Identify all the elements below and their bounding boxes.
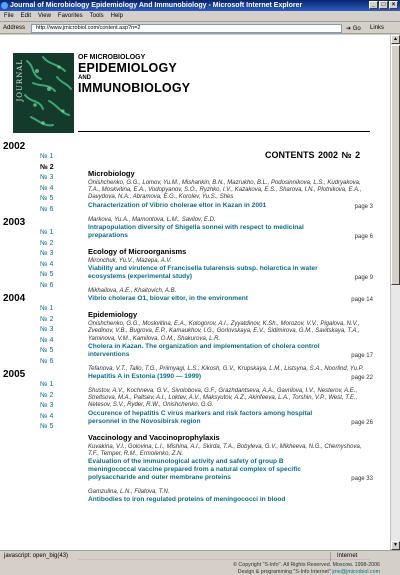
article-entry	[88, 288, 373, 303]
article-page-number: page 17	[351, 352, 373, 359]
menu-view[interactable]: View	[38, 13, 51, 19]
header-divider	[78, 131, 370, 132]
journal-brand	[78, 53, 190, 94]
address-bar	[0, 22, 400, 34]
brand-line-and: AND	[78, 75, 91, 81]
article-authors: Onishchenko, G.G., Moskvitina, E.A., Kologorov, A.I., Zyyatdinov, K.Sh., Morozov, V.V., Pigalova, N.V., Zvedinov, V.B., Bugrova, E.P., Kamaukhov, I.G., Gorlovskaya, E.V., Sidimirova, G.M., Savitskaya, T.A., Yaminova, V.M., Kamilova, O.M., Shakurova, L.R.	[88, 321, 360, 342]
article-entry	[88, 321, 373, 359]
vertical-scrollbar[interactable]	[390, 35, 400, 550]
menu-edit[interactable]: Edit	[20, 13, 32, 19]
article-authors: Shustov, A.V., Kochneva, G.V., Sivolobova, G.F., Grazhdantseva, A.A., Gavrilova, I.V., Nesterov, A.E., Streltsova, M.A., Paltsev, A.I., Loktev, A.V., Maksyutov, A.Z., Akinfeeva, L.A., Torshin, V.P., West, T.E., Netesov, S.V., Ryder, R.W., Onishchenko, G.G.	[88, 388, 358, 409]
issue-link[interactable]: № 1	[40, 305, 54, 312]
issue-link: № 2	[40, 163, 54, 171]
window-title: Journal of Microbiology Epidemiology And Immunobiology - Microsoft Internet Explorer	[10, 2, 303, 9]
article-entry	[88, 388, 373, 426]
issue-link[interactable]: № 4	[40, 336, 54, 344]
article-page-number: page 26	[351, 419, 373, 426]
issue-link[interactable]: № 3	[40, 326, 54, 333]
issue-link[interactable]: № 4	[40, 184, 54, 192]
status-bar	[0, 550, 400, 561]
issue-link[interactable]: № 5	[40, 195, 54, 202]
year-heading: 2005	[3, 369, 26, 380]
issue-link[interactable]: № 1	[40, 153, 54, 160]
menu-favorites[interactable]: Favorites	[57, 13, 83, 19]
article-page-number: page 33	[351, 476, 373, 483]
issue-link[interactable]: № 6	[40, 205, 54, 213]
section-heading: Epidemiology	[88, 310, 138, 320]
ie-logo-icon	[1, 2, 8, 9]
address-label: Address	[3, 25, 26, 31]
article-entry	[88, 217, 373, 240]
article-entry	[88, 366, 373, 381]
article-title-link[interactable]: Evaluation of the immunological activity and safety of group B meningococcal vaccine prepared from a natural complex of specific polysaccharide and outer membrane proteins	[88, 458, 301, 482]
close-button[interactable]: ×	[389, 1, 398, 9]
issue-link[interactable]: № 1	[40, 381, 54, 388]
maximize-button[interactable]: □	[379, 1, 388, 9]
brand-line-immunobiology: IMMUNOBIOLOGY	[78, 81, 191, 95]
article-page-number: page 22	[351, 375, 373, 382]
article-page-number: page 3	[354, 203, 373, 210]
section-heading: Vaccinology and Vaccinoprophylaxis	[88, 432, 220, 442]
article-authors: Gamzulina, L.N., Filatova, T.N.	[88, 489, 170, 496]
status-text: javascript: open_big(43)	[4, 553, 69, 559]
issue-link[interactable]: № 3	[40, 174, 54, 181]
article-entry	[88, 180, 373, 210]
logo-journal-text: JOURNAL	[16, 59, 24, 102]
issue-link[interactable]: № 6	[40, 357, 54, 365]
menu-help[interactable]: Help	[110, 13, 123, 19]
journal-logo	[13, 53, 74, 133]
window-controls	[369, 1, 398, 9]
article-authors: Tefanova, V.T., Tallo, T.G., Priimyagi, L.S., Kikosh, G.V., Krupskaya, L.M., Listsyna, S.A., Noorlind, Yu.P.	[88, 365, 364, 372]
article-title-link[interactable]: Hepatitis A in Estonia (1990 — 1999)	[88, 373, 202, 381]
section-heading: Microbiology	[88, 169, 135, 178]
contact-email-link[interactable]: jme@jmicrobiol.com	[332, 568, 380, 575]
links-button[interactable]: Links	[370, 25, 385, 31]
article-title-link[interactable]: Intrapopulation diversity of Shigella sonnei with respect to medicinal preparations	[88, 223, 304, 239]
go-button[interactable]: ➔ Go	[346, 26, 361, 32]
year-heading: 2004	[3, 293, 26, 304]
contents-heading	[265, 150, 360, 160]
article-authors: Kuvakina, V.I., Golovina, L.I., Mishina, A.I., Skirda, T.A., Bobyleva, G.V., Mikheeva, N.G., Chernyshova, T.F., Temper, R.M., Ermolenko, Z.N.	[88, 443, 362, 457]
design-credit: Design & programming "S-Info Internet"	[237, 568, 331, 575]
menu-tools[interactable]: Tools	[89, 13, 104, 19]
menu-bar	[0, 11, 400, 22]
menu-file[interactable]: File	[4, 13, 14, 19]
contents-label: CONTENTS	[265, 150, 315, 160]
year-issue-nav	[0, 139, 74, 433]
issue-link[interactable]: № 3	[40, 250, 54, 257]
address-input[interactable]: http://www.jmicrobiol.com/content.asp?n=2	[31, 24, 342, 33]
contents-year: 2002	[318, 150, 339, 160]
issue-link[interactable]: № 5	[40, 271, 54, 278]
article-title-link[interactable]: Vibrio cholerae O1, biovar eltor, in the environment	[88, 295, 249, 303]
year-heading: 2002	[3, 141, 26, 152]
article-page-number: page 9	[354, 275, 373, 282]
security-zone: Internet	[330, 552, 357, 561]
issue-link[interactable]: № 2	[40, 239, 54, 247]
article-entry	[88, 258, 373, 281]
year-heading: 2003	[3, 217, 26, 228]
issue-link[interactable]: № 2	[40, 315, 54, 323]
issue-link[interactable]: № 6	[40, 281, 54, 289]
article-page-number: page 14	[351, 297, 373, 304]
minimize-button[interactable]: _	[369, 1, 378, 9]
article-entry	[88, 489, 373, 504]
brand-line-epidemiology: EPIDEMIOLOGY	[78, 61, 177, 75]
section-heading: Ecology of Microorganisms	[88, 246, 187, 256]
article-authors: Mikhailova, A.E., Khaitovich, A.B.	[88, 288, 177, 295]
contents-issue: № 2	[341, 150, 361, 160]
article-title-link[interactable]: Cholera in Kazan. The organization and implementation of cholera control interventions	[88, 342, 320, 358]
issue-link[interactable]: № 3	[40, 402, 54, 409]
issue-link[interactable]: № 5	[40, 347, 54, 354]
table-of-contents	[88, 163, 373, 511]
article-entry	[88, 444, 373, 482]
scroll-down-arrow-icon[interactable]: ▼	[391, 541, 400, 550]
issue-link[interactable]: № 4	[40, 260, 54, 268]
article-authors: Markova, Yu.A., Mamontova, L.M., Savilov, E.D.	[88, 216, 216, 223]
page-footer	[220, 562, 380, 575]
article-page-number: page 6	[354, 233, 373, 240]
issue-link[interactable]: № 2	[40, 391, 54, 399]
issue-link[interactable]: № 1	[40, 229, 54, 236]
issue-link[interactable]: № 4	[40, 412, 54, 420]
go-label: Go	[352, 26, 361, 32]
brand-line-of: OF MICROBIOLOGY	[78, 54, 146, 61]
article-title-link[interactable]: Occurence of hepatitis C virus markers and risk factors among hospital personnel in the Novosibirsk region	[88, 409, 313, 425]
scroll-thumb[interactable]	[391, 45, 400, 285]
article-title-link[interactable]: Viability and virulence of Francisella tularensis subsp. holarctica in water ecosystems (experimental study)	[88, 265, 318, 281]
scroll-up-arrow-icon[interactable]: ▲	[391, 35, 400, 44]
article-authors: Onishchenko, G.G., Lomov, Yu.M., Mishankin, B.N., Mazrukho, B.L., Podosinnikova, L.S., Kudryakova, T.A., Moskvitina, E.A., Vodopyanov, S.O., Ryzhko, I.V., Kazakova, E.S., Sharova, I.N., Plotnikova, E.A., Davydova, N.A., Abramova, E.G., Korolev, Yu.S., Shes	[88, 180, 362, 201]
window-titlebar	[0, 0, 400, 11]
copyright-text: © Copyright "S-Info". All Rights Reserved. Moscow. 1998-2006	[233, 562, 380, 568]
issue-link[interactable]: № 5	[40, 423, 54, 430]
article-title-link[interactable]: Antibodies to iron regulated proteins of meningococci in blood	[88, 496, 286, 504]
article-title-link[interactable]: Characterization of Vibrio cholerae eltor in Kazan in 2001	[88, 201, 267, 209]
article-authors: Mironchuk, Yu.V., Mazepa, A.V.	[88, 257, 172, 264]
